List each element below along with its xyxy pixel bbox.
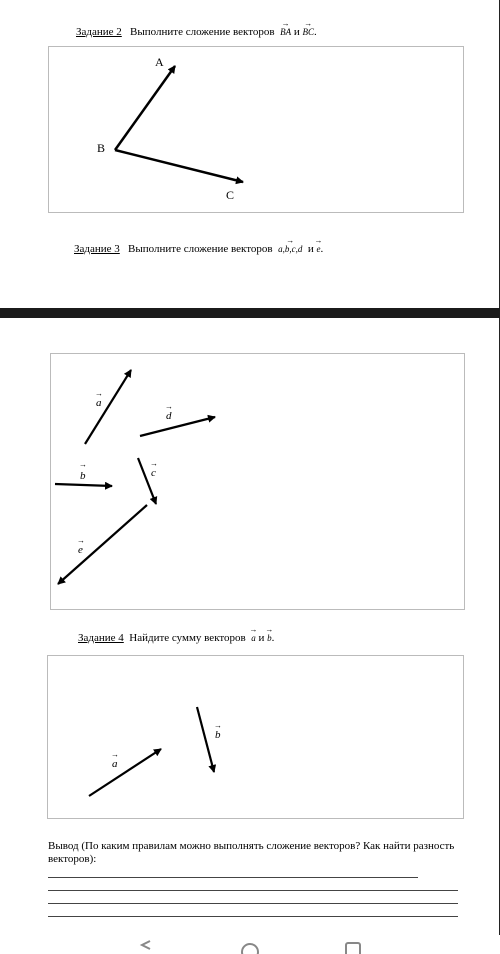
task-4-vector-a-label: → a bbox=[251, 628, 256, 643]
conjunction: и bbox=[307, 243, 314, 255]
task-4-vector-b-arrow: → bbox=[214, 721, 222, 730]
vectors-abcd-label: → a,b,c,d bbox=[278, 239, 302, 254]
task-4-label: Задание 4 bbox=[78, 632, 124, 644]
vector-b-arrow: → bbox=[79, 460, 87, 469]
nav-icons bbox=[0, 935, 500, 954]
vector-c-name: c bbox=[151, 467, 156, 479]
vector-e-label: → e bbox=[317, 239, 321, 254]
vector-bc-label: → BC bbox=[303, 22, 315, 37]
task-3-heading bbox=[74, 239, 323, 255]
vector-e-arrow: → bbox=[77, 536, 85, 545]
task-4-vector-b bbox=[197, 707, 214, 772]
task-2-text: Выполните сложение векторов bbox=[130, 26, 275, 38]
point-a-label: A bbox=[155, 55, 164, 69]
vector-b-name: b bbox=[80, 470, 86, 482]
task-2-label: Задание 2 bbox=[76, 26, 122, 38]
period: . bbox=[314, 26, 317, 38]
vector-b bbox=[55, 484, 112, 486]
task-4-heading bbox=[78, 628, 274, 644]
vector-bc bbox=[115, 150, 243, 182]
answer-line bbox=[48, 877, 418, 878]
period: . bbox=[320, 243, 324, 255]
vector-e bbox=[58, 505, 147, 584]
vector-d-arrow: → bbox=[165, 402, 173, 411]
recent-apps-icon[interactable] bbox=[346, 943, 360, 954]
task-4-vector-a bbox=[89, 749, 161, 796]
answer-line bbox=[48, 916, 458, 917]
vector-ba-label: → BA bbox=[280, 22, 291, 37]
point-c-label: C bbox=[226, 188, 235, 202]
answer-line bbox=[48, 890, 458, 891]
vector-d-name: d bbox=[166, 410, 172, 422]
document-page-1 bbox=[0, 0, 500, 308]
page-gap bbox=[0, 308, 500, 318]
vector-a-arrow: → bbox=[95, 389, 103, 398]
system-nav-bar bbox=[0, 935, 500, 954]
task-4-vector-b-label: → b bbox=[267, 628, 272, 643]
answer-line bbox=[48, 903, 458, 904]
vector-a-name: a bbox=[96, 397, 102, 409]
point-b-label: B bbox=[97, 141, 106, 155]
vector-a bbox=[85, 370, 131, 444]
task-4-vector-a-arrow: → bbox=[111, 750, 119, 759]
home-icon[interactable] bbox=[242, 944, 258, 954]
vector-d bbox=[140, 417, 215, 436]
task-3-label: Задание 3 bbox=[74, 243, 120, 255]
vector-e-name: e bbox=[78, 544, 83, 556]
conjunction: и bbox=[293, 26, 300, 38]
conclusion-prompt: Вывод (По каким правилам можно выполнять сложение векторов? Как найти разность векторов): bbox=[48, 840, 455, 865]
period: . bbox=[271, 632, 275, 644]
task-3-text: Выполните сложение векторов bbox=[128, 243, 273, 255]
task-4-vector-b-name: b bbox=[215, 729, 221, 741]
conjunction: и bbox=[258, 632, 265, 644]
vector-ba bbox=[115, 66, 175, 150]
vector-c-arrow: → bbox=[150, 459, 158, 468]
task-4-vector-a-name: a bbox=[112, 758, 118, 770]
back-icon[interactable] bbox=[142, 941, 150, 949]
task-2-drawing bbox=[0, 0, 500, 308]
task-4-text: Найдите сумму векторов bbox=[129, 632, 246, 644]
